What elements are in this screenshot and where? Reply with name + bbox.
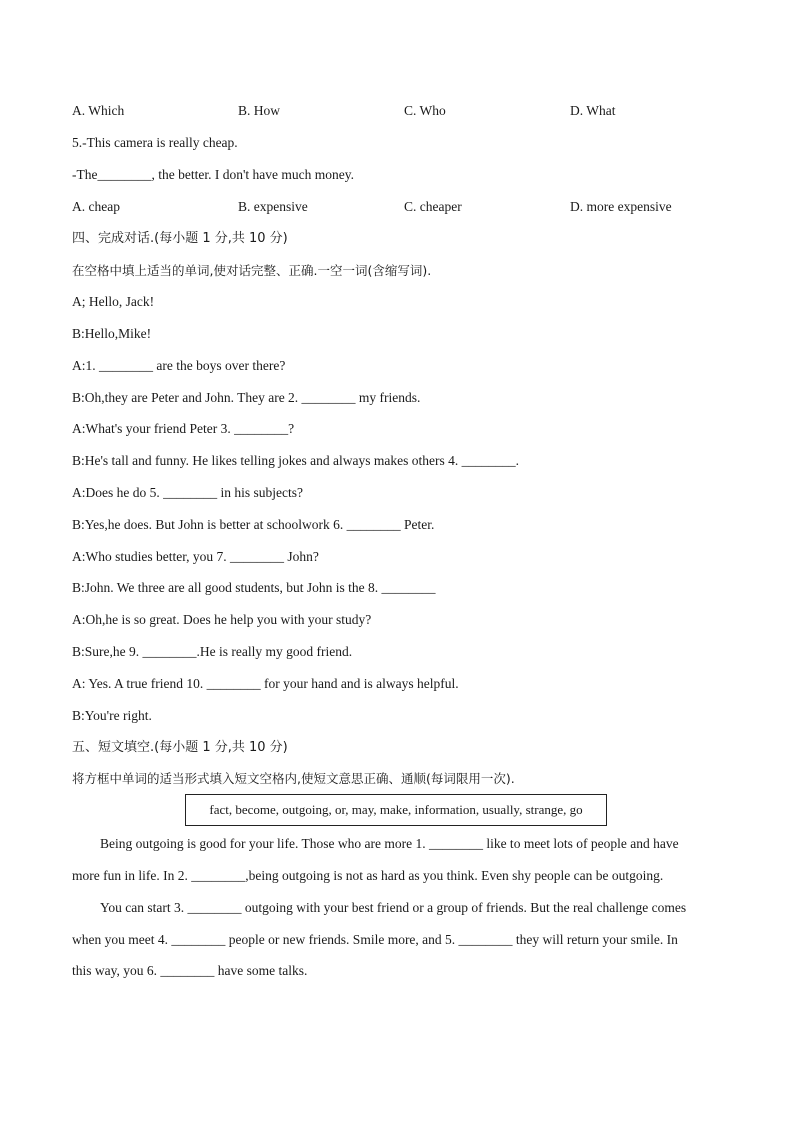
dialogue-line: B:Oh,they are Peter and John. They are 2. ________ my friends. <box>72 390 421 405</box>
q5-option-b: B. expensive <box>238 199 308 214</box>
dialogue-line: A:What's your friend Peter 3. ________? <box>72 421 295 436</box>
q5-option-d: D. more expensive <box>570 199 672 214</box>
section5-heading: 五、短文填空.(每小题 1 分,共 10 分) <box>72 740 288 755</box>
dialogue-line: A; Hello, Jack! <box>72 294 155 309</box>
dialogue-line: B:Hello,Mike! <box>72 326 152 341</box>
q5-line-1: 5.-This camera is really cheap. <box>72 135 238 150</box>
dialogue-line: B:Yes,he does. But John is better at schoolwork 6. ________ Peter. <box>72 517 435 532</box>
section4-instruction: 在空格中填上适当的单词,使对话完整、正确.一空一词(含缩写词). <box>72 263 432 278</box>
q4-option-b: B. How <box>238 103 281 118</box>
q5-option-c: C. cheaper <box>404 199 462 214</box>
passage-line: Being outgoing is good for your life. Those who are more 1. ________ like to meet lots of people and have <box>100 836 679 851</box>
dialogue-line: A:Oh,he is so great. Does he help you with your study? <box>72 612 372 627</box>
passage-line: this way, you 6. ________ have some talks. <box>72 963 308 978</box>
word-box: fact, become, outgoing, or, may, make, information, usually, strange, go <box>185 794 607 826</box>
passage-line: You can start 3. ________ outgoing with your best friend or a group of friends. But the real challenge comes <box>100 900 687 915</box>
section5-instruction: 将方框中单词的适当形式填入短文空格内,使短文意思正确、通顺(每词限用一次). <box>72 771 515 786</box>
dialogue-line: A:Who studies better, you 7. ________ John? <box>72 549 319 564</box>
dialogue-line: B:You're right. <box>72 708 152 723</box>
dialogue-line: A:Does he do 5. ________ in his subjects? <box>72 485 303 500</box>
dialogue-line: A: Yes. A true friend 10. ________ for your hand and is always helpful. <box>72 676 459 691</box>
q4-option-a: A. Which <box>72 103 125 118</box>
q4-option-c: C. Who <box>404 103 446 118</box>
passage-line: more fun in life. In 2. ________,being outgoing is not as hard as you think. Even shy people can be outgoing. <box>72 868 664 883</box>
dialogue-line: B:John. We three are all good students, but John is the 8. ________ <box>72 580 436 595</box>
dialogue-line: B:Sure,he 9. ________.He is really my good friend. <box>72 644 353 659</box>
passage-line: when you meet 4. ________ people or new friends. Smile more, and 5. ________ they will return your smile. In <box>72 932 678 947</box>
dialogue-line: A:1. ________ are the boys over there? <box>72 358 286 373</box>
section4-heading: 四、完成对话.(每小题 1 分,共 10 分) <box>72 231 288 246</box>
q5-line-2: -The________, the better. I don't have much money. <box>72 167 354 182</box>
q5-option-a: A. cheap <box>72 199 120 214</box>
dialogue-line: B:He's tall and funny. He likes telling jokes and always makes others 4. ________. <box>72 453 519 468</box>
q4-option-d: D. What <box>570 103 616 118</box>
